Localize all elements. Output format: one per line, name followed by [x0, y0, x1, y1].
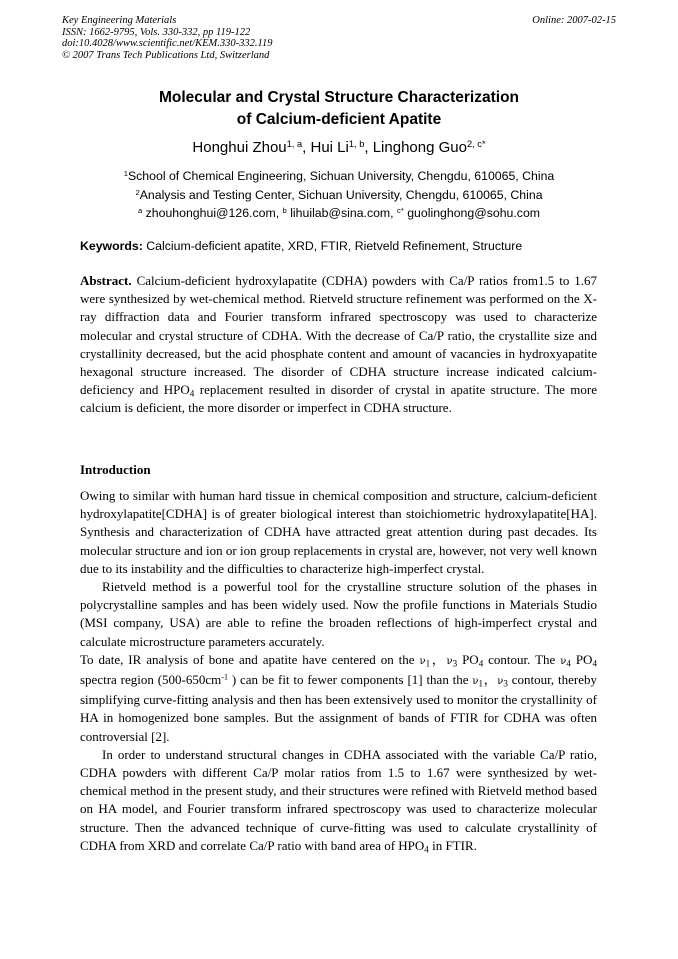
author-affiliation-mark: 2, c*: [466, 138, 486, 149]
affiliation-line: $^2$Analysis and Testing Center, Sichuan University, Chengdu, 610065, China: [135, 187, 543, 202]
journal-name: Key Engineering Materials: [62, 15, 177, 26]
keywords-text: Calcium-deficient apatite, XRD, FTIR, Rietveld Refinement, Structure: [146, 239, 523, 253]
author-affiliation-mark: 1, b: [348, 138, 365, 149]
section-heading-introduction: Introduction: [80, 462, 151, 477]
author-name: Honghui Zhou: [192, 139, 287, 156]
title-line-2: of Calcium-deficient Apatite: [236, 111, 442, 128]
affiliations: [0, 167, 678, 223]
abstract: Abstract. Calcium-deficient hydroxylapatite (CDHA) powders with Ca/P ratios from1.5 to 1.67 were synthesized by wet-chemical method. Rietveld structure refinement was performed on the X-ray diffraction data and Fourier transform infrared spectroscopy was used to characterize molecular and crystal structure of CDHA. With the decrease of Ca/P ratio, the crystallite size and crystallinity decreased, but the acid phosphate content and amount of vacancies in hydroxyapatite hexagonal structure increased. The disorder of CDHA structure increase indicated calcium-deficiency and $HPO_4$ replacement resulted in disorder of crystal in apatite structure. The more calcium is deficient, the more disorder or imperfect in CDHA structure.: [80, 273, 597, 416]
issn-line: ISSN: 1662-9795, Vols. 330-332, pp 119-122: [62, 26, 251, 38]
introduction-body: [80, 487, 597, 855]
affiliation-line: $^1$School of Chemical Engineering, Sichuan University, Chengdu, 610065, China: [123, 168, 555, 183]
author-name: Hui Li: [310, 139, 349, 156]
author-name: Linghong Guo: [372, 139, 467, 156]
author-affiliation-mark: 1, a: [286, 138, 303, 149]
copyright-line: © 2007 Trans Tech Publications Ltd, Switzerland: [62, 49, 270, 61]
abstract-label: Abstract.: [80, 273, 132, 288]
author-list: Honghui Zhou$^{1, a}$, Hui Li$^{1, b}$, Linghong Guo$^{2, c*}$: [192, 138, 486, 156]
paragraph: Rietveld method is a powerful tool for the crystalline structure solution of the phases in polycrystalline samples and has been widely used. Now the profile functions in Materials Studio (MSI company, USA) are able to refine the broaden reflections of high-imperfect crystal and calculate microstructure parameters accurately.: [80, 579, 597, 649]
email-link: lihuilab@sina.com,: [290, 206, 398, 220]
journal-header: [62, 15, 272, 61]
paragraph: To date, IR analysis of bone and apatite have centered on the $\nu_1$，$\nu_3$ $PO_4$ contour. The $\nu_4$ $PO_4$ spectra region ($500-650cm^{-1}$ ) can be fit to fewer components [1] than the $\nu_1$，$\nu_3$ contour, thereby simplifying curve-fitting analysis and then has been extensively used to monitor the crystallinity of HA in homogenized bone samples. But the assignment of bands of FTIR for CDHA was often controversial [2].: [80, 651, 598, 744]
doi-line: doi:10.4028/www.scientific.net/KEM.330-332.119: [62, 38, 273, 50]
keywords: [80, 238, 600, 254]
paper-title: [0, 87, 678, 131]
email-link: zhouhonghui@126.com,: [145, 206, 283, 220]
email-link: guolinghong@sohu.com: [407, 206, 541, 220]
title-line-1: Molecular and Crystal Structure Characterization: [158, 89, 520, 106]
online-date: Online: 2007-02-15: [532, 15, 616, 26]
keywords-label: Keywords:: [80, 239, 143, 253]
paragraph: In order to understand structural changes in CDHA associated with the variable Ca/P ratio, CDHA powders with different Ca/P molar ratios from 1.5 to 1.67 were synthesized by wet-chemical method in the present study, and their structures were refined with Rietveld method based on HA model, and Fourier transform infrared spectroscopy was used to characterize molecular structure. Then the advanced technique of curve-fitting was used to calculate crystallinity of CDHA from XRD and correlate Ca/P ratio with band area of $HPO_4$ in FTIR.: [80, 746, 597, 855]
paragraph: Owing to similar with human hard tissue in chemical composition and structure, calcium-deficient hydroxylapatite[CDHA] is of greater biological interest than stoichiometric hydroxylapatite[HA]. Synthesis and characterization of CDHA have attracted great attention during past decades. Its molecular structure and ion or ion group replacements in crystal are, however, not very well known due to its instability and the difficulties to characterize high-imperfect crystal.: [80, 488, 597, 576]
email-line: $^a$ zhouhonghui@126.com, $^b$ lihuilab@sina.com, $^{c*}$ guolinghong@sohu.com: [137, 205, 541, 220]
